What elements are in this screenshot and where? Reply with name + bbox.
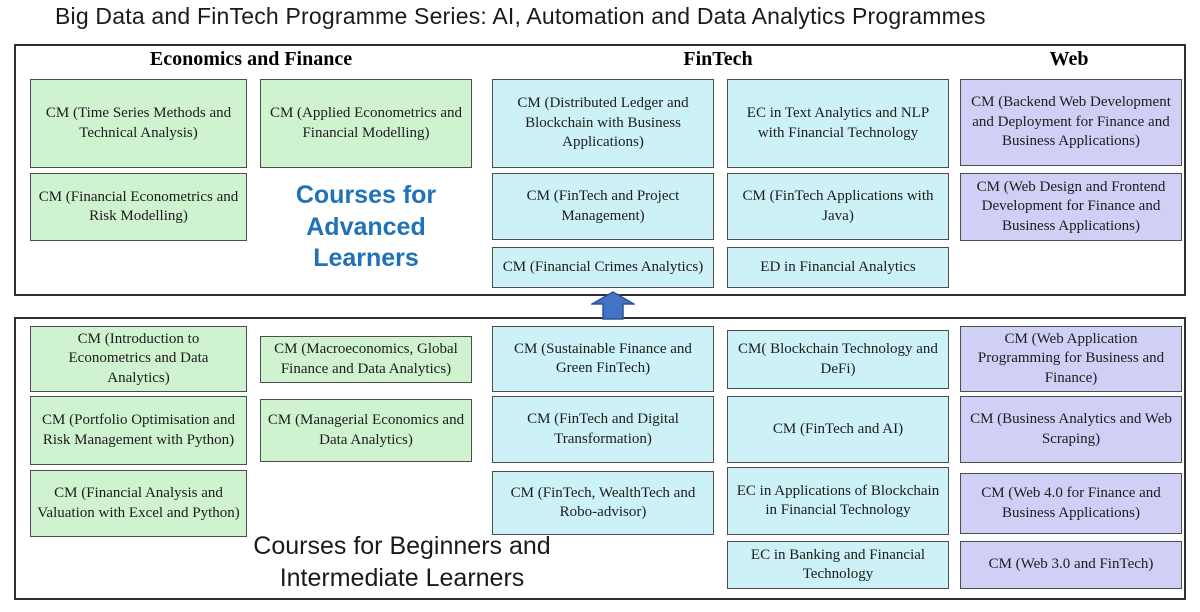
course-card-web-design-frontend: CM (Web Design and Frontend Development for Finance and Business Applications)	[960, 173, 1182, 241]
course-card-ec-blockchain: EC in Applications of Blockchain in Financial Technology	[727, 467, 949, 535]
column-header-web: Web	[1049, 48, 1089, 70]
course-card-macroeconomics: CM (Macroeconomics, Global Finance and Data Analytics)	[260, 336, 472, 383]
course-card-web-4-0: CM (Web 4.0 for Finance and Business Applications)	[960, 473, 1182, 534]
course-card-web-3-0: CM (Web 3.0 and FinTech)	[960, 541, 1182, 589]
column-header-fintech: FinTech	[683, 48, 753, 70]
course-card-applied-econometrics: CM (Applied Econometrics and Financial Modelling)	[260, 79, 472, 168]
course-card-ec-banking: EC in Banking and Financial Technology	[727, 541, 949, 589]
course-card-time-series: CM (Time Series Methods and Technical Analysis)	[30, 79, 247, 168]
course-card-financial-crimes: CM (Financial Crimes Analytics)	[492, 247, 714, 288]
up-arrow-shape	[592, 292, 634, 319]
course-card-business-analytics: CM (Business Analytics and Web Scraping)	[960, 396, 1182, 463]
course-card-backend-web: CM (Backend Web Development and Deployment for Finance and Business Applications)	[960, 79, 1182, 166]
course-card-financial-econometrics: CM (Financial Econometrics and Risk Modelling)	[30, 173, 247, 241]
course-card-fintech-project: CM (FinTech and Project Management)	[492, 173, 714, 240]
course-card-financial-analysis: CM (Financial Analysis and Valuation with Excel and Python)	[30, 470, 247, 537]
course-card-ed-financial-analytics: ED in Financial Analytics	[727, 247, 949, 288]
course-card-distributed-ledger: CM (Distributed Ledger and Blockchain with Business Applications)	[492, 79, 714, 168]
beginner-courses-panel	[14, 317, 1186, 600]
course-card-web-application: CM (Web Application Programming for Business and Finance)	[960, 326, 1182, 392]
beginners-learners-label	[152, 530, 652, 594]
advanced-learners-label-line1: Courses for	[295, 181, 437, 209]
course-card-managerial-economics: CM (Managerial Economics and Data Analytics)	[260, 399, 472, 462]
advanced-learners-label-line3: Learners	[313, 244, 419, 272]
course-card-text-analytics-nlp: EC in Text Analytics and NLP with Financial Technology	[727, 79, 949, 168]
course-card-portfolio-optimisation: CM (Portfolio Optimisation and Risk Management with Python)	[30, 396, 247, 465]
course-card-fintech-ai: CM (FinTech and AI)	[727, 396, 949, 463]
page-title: Big Data and FinTech Programme Series: AI, Automation and Data Analytics Programmes	[55, 3, 986, 29]
course-card-digital-transformation: CM (FinTech and Digital Transformation)	[492, 396, 714, 463]
advanced-courses-panel	[14, 44, 1186, 296]
up-arrow-icon	[591, 291, 635, 320]
advanced-learners-label	[260, 180, 472, 275]
course-card-fintech-java: CM (FinTech Applications with Java)	[727, 173, 949, 240]
course-card-intro-econometrics: CM (Introduction to Econometrics and Data Analytics)	[30, 326, 247, 392]
course-card-sustainable-finance: CM (Sustainable Finance and Green FinTech)	[492, 326, 714, 392]
column-header-economics-finance: Economics and Finance	[149, 48, 353, 70]
course-card-blockchain-defi: CM( Blockchain Technology and DeFi)	[727, 330, 949, 389]
beginners-learners-label-line2: Intermediate Learners	[279, 564, 525, 592]
advanced-learners-label-line2: Advanced	[306, 212, 426, 241]
beginners-learners-label-line1: Courses for Beginners and	[253, 532, 551, 560]
course-card-wealthtech: CM (FinTech, WealthTech and Robo-advisor)	[492, 471, 714, 535]
